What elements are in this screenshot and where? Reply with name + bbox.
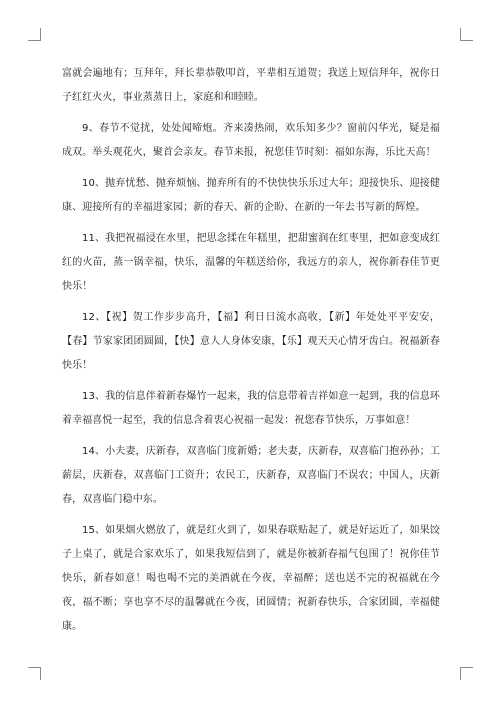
crop-mark-bottom-right: [460, 667, 473, 680]
paragraph-14: 14、小夫妻，庆新春，双喜临门度新婚；老夫妻，庆新春，双喜临门抱孙孙；工薪层，庆新春，双喜临门工资升；农民工，庆新春，双喜临门不误农；中国人，庆新春，双喜临门稳中东。: [62, 446, 440, 505]
paragraph-13: 13、我的信息伴着新春爆竹一起来，我的信息带着吉祥如意一起到，我的信息环着幸福喜悦一起至，我的信息含着衷心祝福一起发：祝您春节快乐，万事如意！: [62, 391, 440, 426]
crop-mark-bottom-left: [28, 667, 41, 680]
crop-mark-top-left: [28, 28, 41, 41]
paragraph-15: 15、如果烟火燃放了，就是红火到了，如果春联贴起了，就是好运近了，如果饺子上桌了，就是合家欢乐了，如果我短信到了，就是你被新春福气包围了！祝你佳节快乐，新春如意！喝也喝不完的美酒就在今夜，幸福醉；送也送不完的祝福就在今夜，福不断；享也享不尽的温馨就在今夜，团圆情；祝新春快乐，合家团圆，幸福健康。: [62, 525, 440, 632]
document-body: [62, 62, 440, 646]
paragraph-9: 9、春节不觉扰，处处闻啼炮。齐来凑热闹，欢乐知多少？窗前闪华光，疑是福成双。举头观花火，聚首会亲友。春节来报，祝您佳节时刻：福如东海，乐比天高！: [62, 123, 440, 158]
crop-mark-top-right: [460, 28, 473, 41]
paragraph-11: 11、我把祝福浸在水里，把思念揉在年糕里，把甜蜜润在红枣里，把如意变成红红的火苗，蒸一锅幸福，快乐，温馨的年糕送给你，我远方的亲人，祝你新春佳节更快乐！: [62, 233, 440, 292]
paragraph-12: 12、【祝】贺工作步步高升，【福】利日日流水高收，【新】年处处平平安安，【春】节家家团团圆圆，【快】意人人身体安康，【乐】观天天心情牙齿白。祝福新春快乐！: [62, 312, 440, 371]
paragraph-continuation: 富就会遍地有；互拜年，拜长辈恭敬叩首，平辈相互道贺；我送上短信拜年，祝你日子红红火火，事业蒸蒸日上，家庭和和睦睦。: [62, 68, 440, 103]
paragraph-10: 10、抛弃忧愁、抛弃烦恼、抛弃所有的不快快快乐乐过大年；迎接快乐、迎接健康、迎接所有的幸福进家园；新的春天、新的企盼、在新的一年去书写新的辉煌。: [62, 178, 440, 213]
